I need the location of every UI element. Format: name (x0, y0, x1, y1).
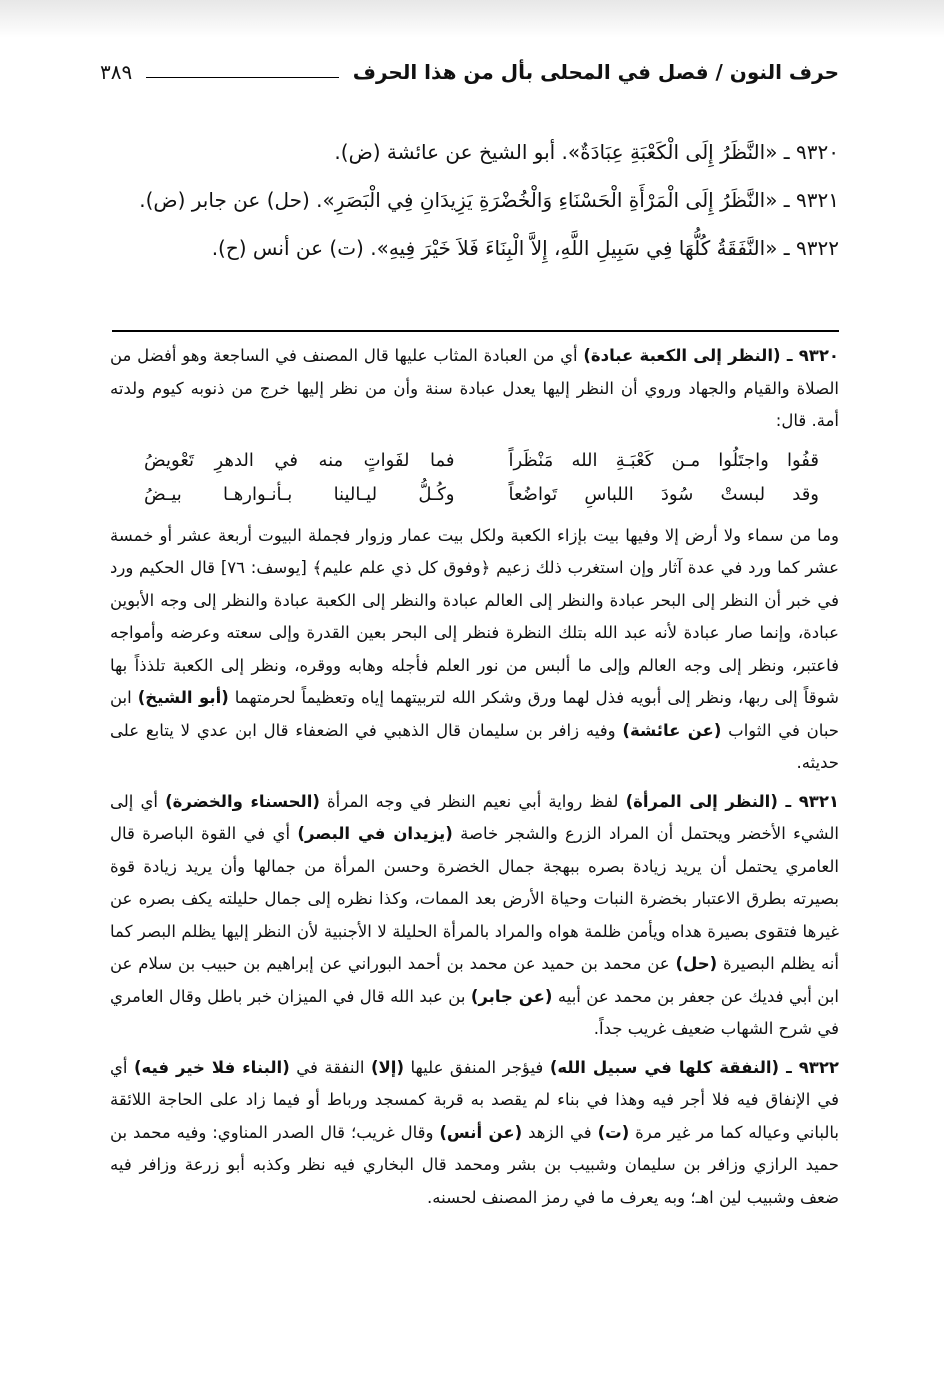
poem (110, 444, 839, 512)
poem-hemistich: قفُوا واجتَلُوا مـن كَعْبَـةِ الله مَنْظَراً (508, 449, 819, 471)
poem-hemistich: فما لفَواتٍ منه في الدهرِ تَعْويضُ (144, 449, 455, 471)
poem-line (110, 478, 839, 512)
commentary-lead: ٩٣٢٠ ـ (النظر إلى الكعبة عبادة) (583, 346, 839, 365)
poem-hemistich: وكُـلُّ ليـالينا بـأنـوارهـا بيـضُ (144, 483, 455, 505)
commentary-lead: ٩٣٢١ ـ (النظر إلى المرأة) (625, 791, 839, 811)
hadith-text (110, 128, 839, 272)
commentary-9321: ٩٣٢١ ـ (النظر إلى المرأة) لفظ رواية أبي نعيم النظر في وجه المرأة (الحسناء والخضرة) أي إلى الشيء الأخضر ويحتمل أن المراد الزرع والشجر خاصة (يزيدان في البصر) أي في القوة الباصرة قال العامري يحتمل أن يريد زيادة بصره ببهجة جمال الخضرة وحسن المرأة من جمالها وأن يريد زيادة قوة بصيرته بطرق الاعتبار بخضرة النبات وحياة الأرض بعد الممات، وكذا نظره إلى جمال حليلته يكف بصره عن غيرها فتقوى بصيرة هداه ويأمن ظلمة هواه والمراد بالمرأة الحليلة لا الأجنبية لأن النظر إليها يظلم البصر كما أنه يظلم البصيرة (حل) عن محمد بن حميد عن محمد بن أحمد البوراني عن إبراهيم بن حبيب بن سلام عن ابن أبي فديك عن جعفر بن محمد عن أبيه (عن جابر) بن عبد الله قال في الميزان خبر باطل وقال العامري في شرح الشهاب ضعيف غريب جداً. (110, 791, 840, 1038)
commentary-9322: ٩٣٢٢ ـ (النفقة كلها في سبيل الله) فيؤجر المنفق عليها (إلا) النفقة في (البناء فلا خير فيه) أي في الإنفاق فيه فلا أجر فيه وهذا في بناء لم يقصد به قربة كمسجد ورباط أو فيما زاد على الحاجة اللائقة بالباني وعياله كما مر غير مرة (ت) في الزهد (عن أنس) وقال غريب؛ قال الصدر المناوي: وفيه محمد بن حميد الرازي وزافر بن سليمان وشبيب بن بشر ومحمد قال البخاري فيه نظر وكذبه أبو زرعة وزافر فيه ضعف وشبيب لين اهـ؛ وبه يعرف ما في رمز المصنف لحسنه. (110, 1057, 840, 1207)
section-divider (112, 330, 839, 332)
hadith-9322: ٩٣٢٢ ـ «النَّفَقَةُ كُلُّهَا فِي سَبِيلِ اللَّهِ، إِلاَّ الْبِنَاءَ فَلاَ خَيْرَ فِيهِ». (ت) عن أنس (ح). (211, 236, 839, 260)
header-title: حرف النون / فصل في المحلى بأل من هذا الحرف (352, 60, 839, 84)
hadith-9321: ٩٣٢١ ـ «النَّظَرُ إِلَى الْمَرْأَةِ الْحَسْنَاءِ وَالْخُضْرَةِ يَزِيدَانِ فِي الْبَصَرِ». (حل) عن جابر (ض). (139, 188, 839, 212)
poem-line (110, 444, 839, 478)
commentary-9320-cont: وما من سماء ولا أرض إلا وفيها بيت بإزاء الكعبة ولكل بيت عمار وزوار فجملة البيوت أربعة عشر أو خمسة عشر كما ورد في عدة آثار وإن استغرب ذلك زعيم ﴿وفوق كل ذي علم عليم﴾ [يوسف: ٧٦] قال الحكيم ورد في خبر أن النظر إلى البحر عبادة والنظر إلى العالم عبادة والنظر إلى الكعبة عبادة والنظر إلى وجه الأبوين عبادة، وإنما صار عبادة لأنه عبد الله بتلك النظرة فنظر إلى البحر بعين القدرة وإلى سعته وعرضه وأمواجه فاعتبر، ونظر إلى وجه العالم وإلى ما ألبس من نور العلم فأجله وهابه ووقره، ونظر إلى الكعبة تلذذاً بها شوقاً إلى ربها، ونظر إلى أبويه فذل لهما ورق وشكر الله لتربيتهما إياه وتعظيماً لحرمتهما (أبو الشيخ) ابن حبان في الثواب (عن عائشة) وفيه زافر بن سليمان قال الذهبي في الضعفاء قال ابن عدي لا يتابع على حديثه. (110, 525, 840, 772)
hadith-9320: ٩٣٢٠ ـ «النَّظَرُ إِلَى الْكَعْبَةِ عِبَادَةٌ». أبو الشيخ عن عائشة (ض). (334, 140, 839, 164)
commentary-9320: ٩٣٢٠ ـ (النظر إلى الكعبة عبادة) أي من العبادة المثاب عليها قال المصنف في الساجعة وهو أفضل من الصلاة والقيام والجهاد وروي أن النظر إليها يعدل عبادة سنة وأن من نظر إليها خرج من ذنوبه كيوم ولدته أمة. قال: (110, 346, 839, 430)
commentary (110, 340, 839, 1214)
running-header (100, 52, 839, 92)
scan-edge (0, 0, 944, 38)
header-rule (146, 77, 339, 78)
page-number: ٣٨٩ (100, 60, 133, 84)
commentary-lead: ٩٣٢٢ ـ (النفقة كلها في سبيل الله) (549, 1057, 840, 1077)
poem-hemistich: وقد لبستْ سُودَ اللباسِ تَواضُعاً (508, 483, 819, 505)
